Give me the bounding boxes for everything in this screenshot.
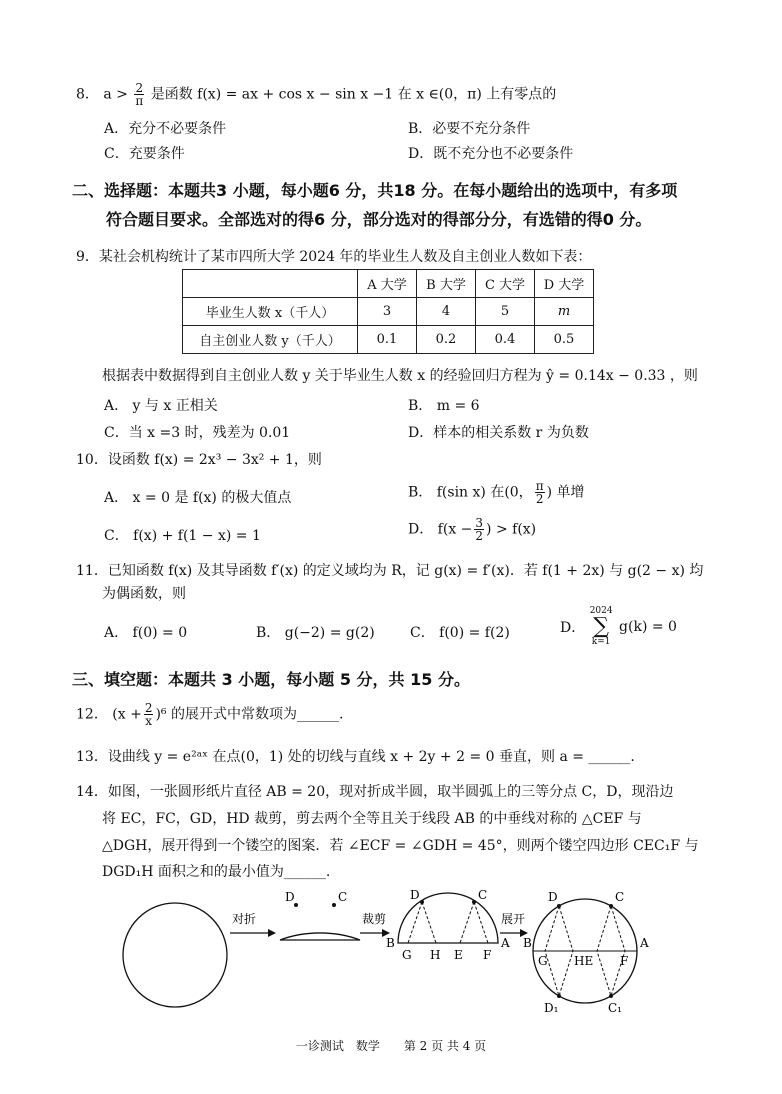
step-cut-label: 裁剪 <box>362 912 387 926</box>
label-f: F <box>620 954 629 968</box>
page-footer: 一诊测试 数学 第 2 页 共 4 页 <box>295 1039 487 1053</box>
q14-paper-cutting-figure <box>120 885 660 1020</box>
q10-option-a: A． x = 0 是 f(x) 的极大值点 <box>104 490 292 506</box>
q12-text: 12． (x + <box>76 706 142 723</box>
label-c1: C₁ <box>608 1001 622 1015</box>
table-row <box>183 326 594 354</box>
point-c <box>332 903 336 907</box>
q9-stem: 9．某社会机构统计了某市四所大学 2024 年的毕业生人数及自主创业人数如下表： <box>76 249 592 265</box>
label-e: E <box>454 948 463 962</box>
q11-stem-line1: 11．已知函数 f(x) 及其导函数 f′(x) 的定义域均为 R，记 g(x) = f′(x)．若 f(1 + 2x) 与 g(2 − x) 均 <box>76 563 704 579</box>
table-row-label: 自主创业人数 y（千人） <box>183 326 358 354</box>
q10-option-b-tail: ) 单增 <box>546 484 585 501</box>
q13-stem: 13．设曲线 y = e²ᵃˣ 在点(0，1) 处的切线与直线 x + 2y + 2 = 0 垂直，则 a = ______. <box>76 749 635 765</box>
label-d: D <box>548 890 558 904</box>
original-circle <box>123 903 227 1007</box>
q8-fraction: $\frac{2}{\pi}$ <box>135 81 144 108</box>
label-b: B <box>523 936 532 950</box>
table-cell: m <box>535 298 594 326</box>
table-header-b: B 大学 <box>417 270 476 298</box>
q8-option-a: A．充分不必要条件 <box>104 121 227 137</box>
q14-line1: 14．如图，一张圆形纸片直径 AB = 20，现对折成半圆，取半圆弧上的三等分点 C，D，现沿边 <box>76 784 674 800</box>
table-row <box>183 298 594 326</box>
table-header-d: D 大学 <box>535 270 594 298</box>
q9-regression: 根据表中数据得到自主创业人数 y 关于毕业生人数 x 的经验回归方程为 ŷ = 0.14x − 0.33 ，则 <box>102 368 698 384</box>
q9-option-d: D．样本的相关系数 r 为负数 <box>408 425 589 441</box>
table-cell: 0.4 <box>476 326 535 354</box>
label-b: B <box>386 936 395 950</box>
q9-option-a: A． y 与 x 正相关 <box>104 398 218 414</box>
q14-line2: 将 EC，FC，GD，HD 裁剪，剪去两个全等且关于线段 AB 的中垂线对称的 △CEF 与 <box>102 811 642 827</box>
label-d: D <box>410 888 420 902</box>
arrow-head-icon <box>268 929 276 937</box>
folded-semicircle <box>280 933 360 940</box>
label-f: F <box>483 948 492 962</box>
section2-heading-line2: 符合题目要求。全部选对的得6 分，部分选对的得部分分，有选错的得0 分。 <box>106 210 652 229</box>
label-d: D <box>285 890 295 904</box>
table-cell: 3 <box>358 298 417 326</box>
table-row-label: 毕业生人数 x（千人） <box>183 298 358 326</box>
q11-option-a: A． f(0) = 0 <box>104 625 188 641</box>
step-fold-label: 对折 <box>232 912 257 926</box>
q8-option-d: D．既不充分也不必要条件 <box>408 146 574 162</box>
q12-fraction: $\frac{2}{x}$ <box>144 701 153 728</box>
q11-option-d <box>560 607 677 647</box>
section3-heading: 三、填空题：本题共 3 小题，每小题 5 分，共 15 分。 <box>72 670 470 689</box>
table-cell: 5 <box>476 298 535 326</box>
q8-condition: a > <box>103 86 128 103</box>
label-a: A <box>640 936 649 950</box>
q9-option-b: B． m = 6 <box>408 398 480 414</box>
q11-option-c: C． f(0) = f(2) <box>410 625 510 641</box>
table-header-row <box>183 270 594 298</box>
label-he: HE <box>574 954 594 968</box>
label-c: C <box>338 890 348 904</box>
section2-heading-line1: 二、选择题：本题共3 小题，每小题6 分，共18 分。在每小题给出的选项中，有多项 <box>72 181 678 200</box>
q12-stem <box>76 702 343 727</box>
q10-option-b <box>408 480 585 505</box>
table-cell: 0.5 <box>535 326 594 354</box>
cut-line-cf <box>474 902 488 943</box>
step-unfold-label: 展开 <box>501 912 526 926</box>
q8-option-c: C．充要条件 <box>104 146 185 162</box>
q14-line4: DGD₁H 面积之和的最小值为______. <box>102 864 331 880</box>
q10-stem: 10．设函数 f(x) = 2x³ − 3x² + 1，则 <box>76 452 322 468</box>
q8-stem-text: 是函数 f(x) = ax + cos x − sin x −1 在 x ∈(0，π) 上有零点的 <box>150 86 557 103</box>
q11-stem-line2: 为偶函数，则 <box>102 586 186 602</box>
table-header-a: A 大学 <box>358 270 417 298</box>
q10-option-d-tail: ) > f(x) <box>486 521 537 538</box>
q10-option-d <box>408 517 536 542</box>
label-g: G <box>402 948 412 962</box>
cut-line-dg <box>408 902 422 943</box>
q12-tail: )⁶ 的展开式中常数项为______. <box>155 706 344 723</box>
label-d1: D₁ <box>544 1001 559 1015</box>
q10-option-d-fraction: $\frac{3}{2}$ <box>475 516 484 543</box>
cut-line-dh <box>422 902 436 943</box>
q8-stem <box>76 82 556 107</box>
q8-number: 8． <box>76 86 99 103</box>
q10-option-b-text: B． f(sin x) 在(0， <box>408 484 533 501</box>
table-cell: 4 <box>417 298 476 326</box>
q8-option-b: B．必要不充分条件 <box>408 121 531 137</box>
table-cell: 0.1 <box>358 326 417 354</box>
q11-option-d-text: g(k) = 0 <box>619 619 677 635</box>
cut-line-ce <box>460 902 474 943</box>
label-c: C <box>478 888 488 902</box>
label-g: G <box>538 954 548 968</box>
table-header-c: C 大学 <box>476 270 535 298</box>
q11-option-d-label: D． <box>560 620 586 636</box>
label-a: A <box>501 936 510 950</box>
table-cell <box>183 270 358 298</box>
summation: 2024 ∑ k=1 <box>589 606 613 647</box>
q9-option-c: C．当 x =3 时，残差为 0.01 <box>104 425 291 441</box>
label-h: H <box>430 948 441 962</box>
q10-option-c: C． f(x) + f(1 − x) = 1 <box>104 528 261 544</box>
table-cell: 0.2 <box>417 326 476 354</box>
q9-data-table <box>182 269 594 354</box>
q14-line3: △DGH，展开得到一个镂空的图案．若 ∠ECF = ∠GDH = 45°，则两个镂空四边形 CEC₁F 与 <box>102 838 699 854</box>
label-c: C <box>615 890 625 904</box>
q10-option-b-fraction: $\frac{\pi}{2}$ <box>535 479 544 506</box>
q11-option-b: B． g(−2) = g(2) <box>256 625 375 641</box>
q10-option-d-text: D． f(x − <box>408 521 473 538</box>
